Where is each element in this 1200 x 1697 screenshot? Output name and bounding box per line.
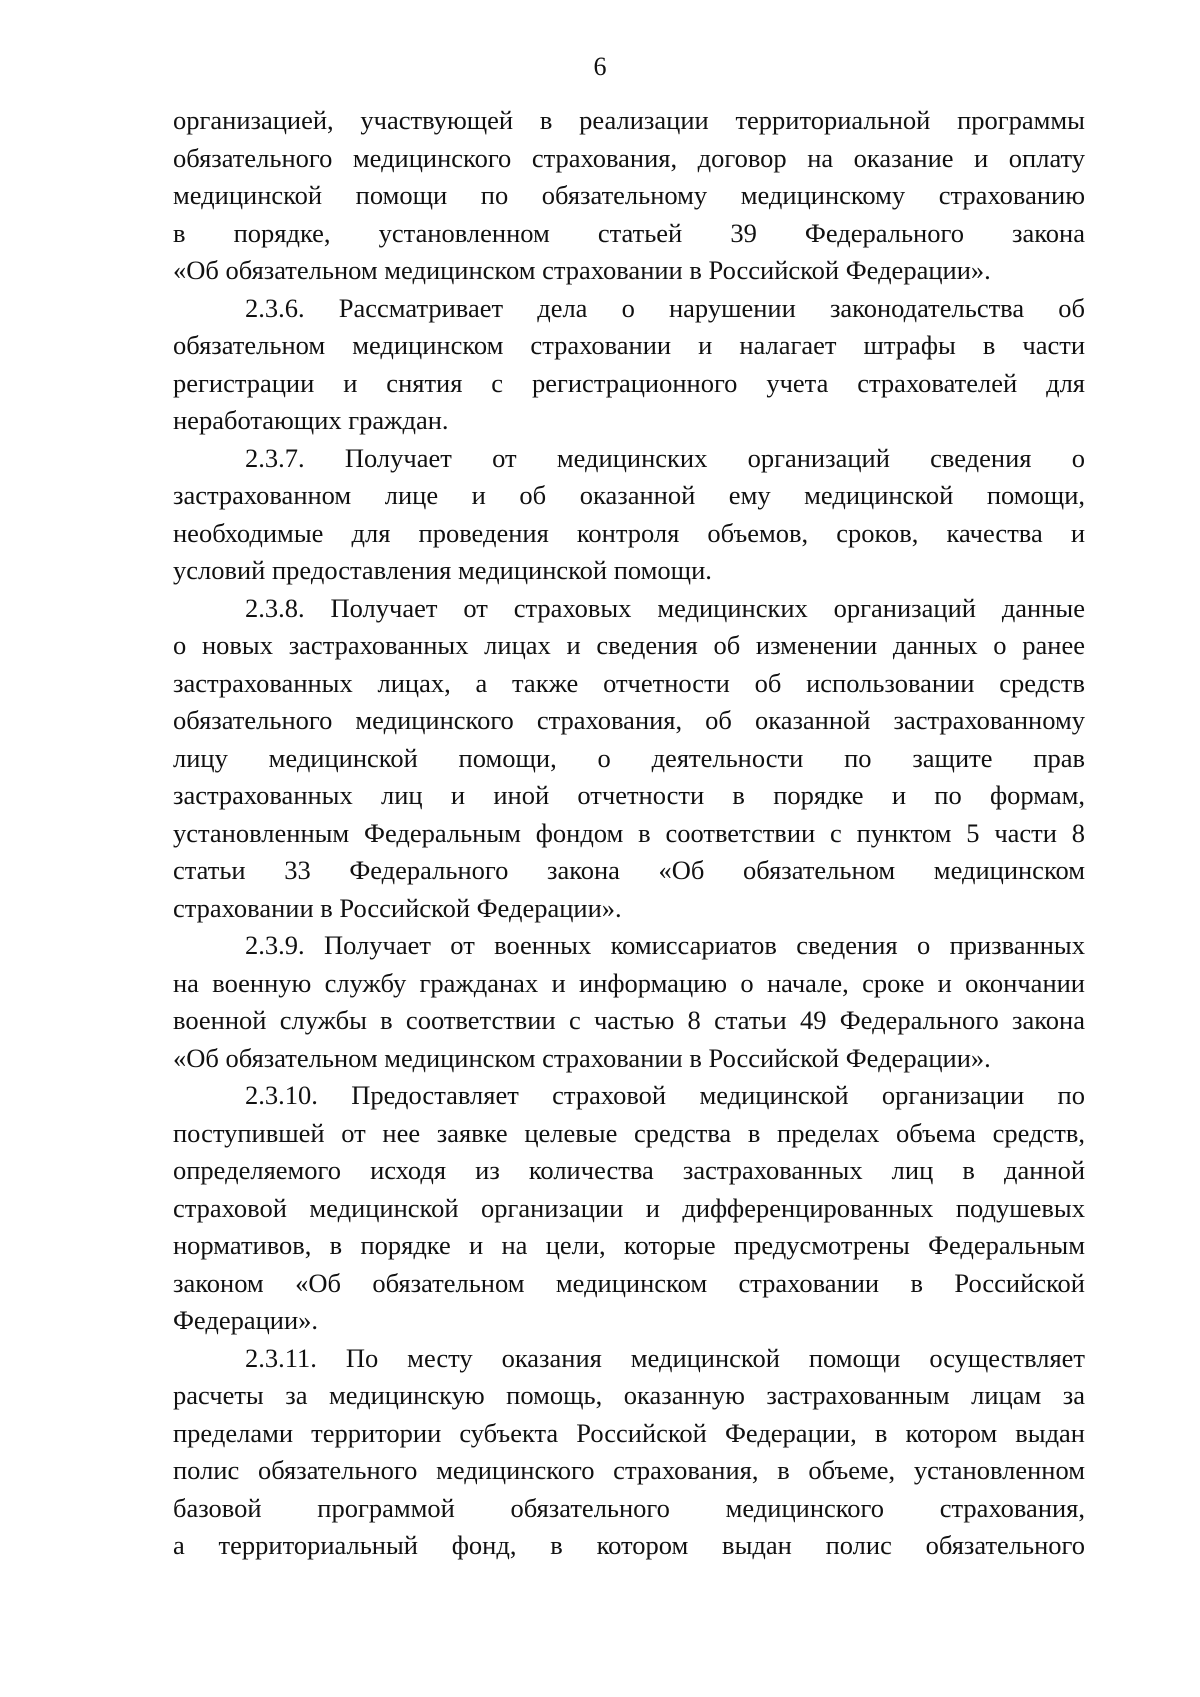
text-line: застрахованном лице и об оказанной ему медицинской помощи, xyxy=(173,480,1085,510)
text-line: статьи 33 Федерального закона «Об обязательном медицинском xyxy=(173,855,1085,885)
text-line: необходимые для проведения контроля объемов, сроков, качества и xyxy=(173,517,1085,548)
text-line: застрахованных лицах, а также отчетности об использовании средств xyxy=(173,667,1085,698)
text-line: полис обязательного медицинского страхования, в объеме, установленном xyxy=(173,1455,1085,1485)
text-line: на военную службу гражданах и информацию о начале, сроке и окончании xyxy=(173,967,1085,998)
text-line: страховании в Российской Федерации». xyxy=(173,892,622,923)
text-line: определяемого исходя из количества застрахованных лиц в данной xyxy=(173,1155,1085,1185)
text-line: организацией, участвующей в реализации территориальной программы xyxy=(173,105,1085,135)
text-line: медицинской помощи по обязательному медицинскому страхованию xyxy=(173,180,1085,210)
text-line: в порядке, установленном статьей 39 Федерального закона xyxy=(173,217,1085,248)
text-line: установленным Федеральным фондом в соответствии с пунктом 5 части 8 xyxy=(173,817,1085,848)
text-line: о новых застрахованных лицах и сведения об изменении данных о ранее xyxy=(173,630,1085,660)
paragraph-first-line: 2.3.10. Предоставляет страховой медицинской организации по xyxy=(245,1080,1085,1110)
document-body xyxy=(173,102,1085,1565)
text-line: обязательном медицинском страховании и налагает штрафы в части xyxy=(173,330,1085,360)
paragraph-first-line: 2.3.11. По месту оказания медицинской помощи осуществляет xyxy=(245,1342,1085,1373)
text-line: обязательного медицинского страхования, об оказанной застрахованному xyxy=(173,705,1085,735)
text-line: базовой программой обязательного медицинского страхования, xyxy=(173,1492,1085,1523)
text-line: военной службы в соответствии с частью 8 статьи 49 Федерального закона xyxy=(173,1005,1085,1035)
text-line: Федерации». xyxy=(173,1305,319,1335)
text-line: законом «Об обязательном медицинском страховании в Российской xyxy=(173,1267,1085,1298)
page-number: 6 xyxy=(593,52,607,81)
text-line: а территориальный фонд, в котором выдан полис обязательного xyxy=(173,1530,1085,1560)
text-line: страховой медицинской организации и дифференцированных подушевых xyxy=(173,1192,1085,1223)
text-line: регистрации и снятия с регистрационного учета страхователей для xyxy=(173,367,1085,398)
paragraph-first-line: 2.3.7. Получает от медицинских организаций сведения о xyxy=(245,442,1085,473)
paragraph-first-line: 2.3.8. Получает от страховых медицинских организаций данные xyxy=(245,592,1085,623)
text-line: застрахованных лиц и иной отчетности в порядке и по формам, xyxy=(173,780,1085,810)
text-line: условий предоставления медицинской помощи. xyxy=(173,555,712,585)
text-line: «Об обязательном медицинском страховании в Российской Федерации». xyxy=(173,1042,991,1073)
text-line: нормативов, в порядке и на цели, которые предусмотрены Федеральным xyxy=(173,1230,1085,1260)
text-line: «Об обязательном медицинском страховании в Российской Федерации». xyxy=(173,255,991,285)
paragraph-first-line: 2.3.6. Рассматривает дела о нарушении законодательства об xyxy=(245,292,1085,323)
text-line: пределами территории субъекта Российской Федерации, в котором выдан xyxy=(173,1417,1085,1448)
text-line: неработающих граждан. xyxy=(173,405,449,435)
text-line: лицу медицинской помощи, о деятельности по защите прав xyxy=(173,742,1085,773)
text-line: обязательного медицинского страхования, договор на оказание и оплату xyxy=(173,142,1085,173)
text-line: поступившей от нее заявке целевые средства в пределах объема средств, xyxy=(173,1117,1085,1148)
text-line: расчеты за медицинскую помощь, оказанную застрахованным лицам за xyxy=(173,1380,1085,1410)
paragraph-first-line: 2.3.9. Получает от военных комиссариатов сведения о призванных xyxy=(245,930,1085,960)
